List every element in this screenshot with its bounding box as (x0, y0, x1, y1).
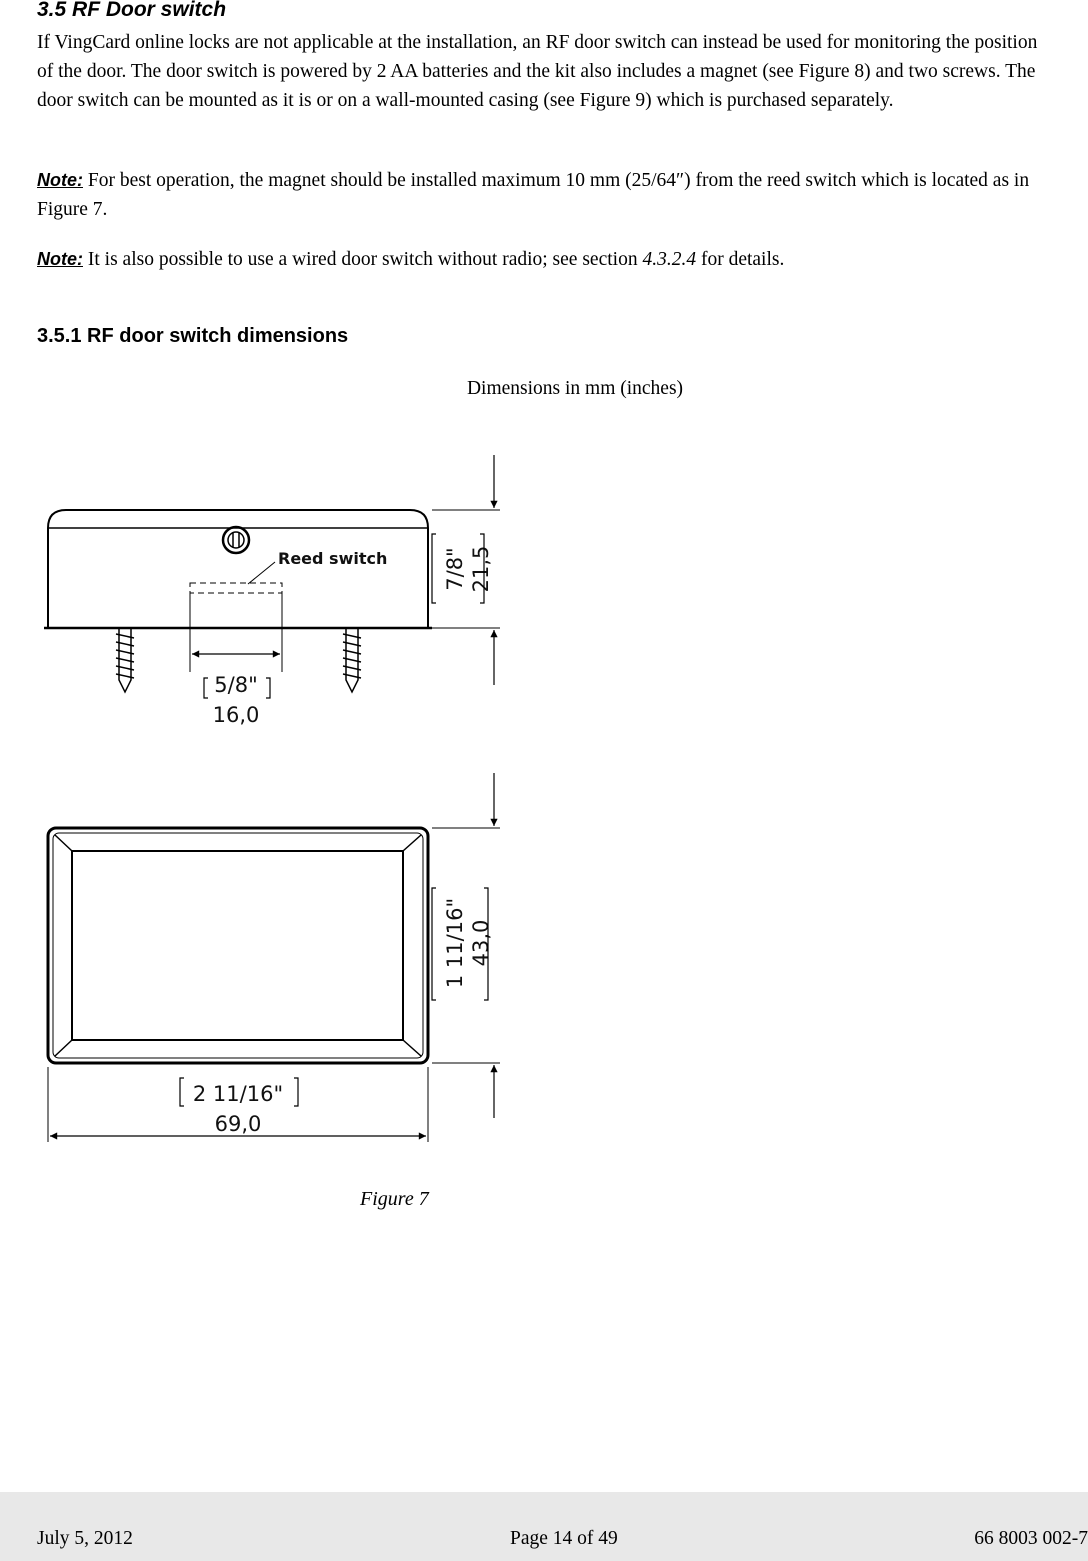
top-width-mm: 69,0 (214, 1112, 262, 1136)
section-reference: 4.3.2.4 (642, 249, 697, 270)
device-top-outline (48, 828, 428, 1063)
reed-width-mm: 16,0 (212, 703, 260, 727)
side-height-inches: 7/8" (443, 547, 467, 591)
footer-date: July 5, 2012 (37, 1528, 133, 1549)
note-text: It is also possible to use a wired door switch without radio; see section (87, 249, 638, 270)
reed-switch-label: Reed switch (278, 549, 388, 568)
technical-drawing (0, 430, 540, 1160)
footer-document-number: 66 8003 002-7 (974, 1528, 1088, 1549)
note-text: For best operation, the magnet should be installed maximum 10 mm (25/64″) from the reed switch which is located as in Figure 7. (37, 170, 1030, 220)
note-paragraph-2 (37, 245, 1047, 274)
page-footer (0, 1492, 1088, 1561)
figure-caption: Figure 7 (360, 1188, 429, 1210)
dimensions-caption: Dimensions in mm (inches) (466, 378, 684, 399)
screw-icon (343, 628, 361, 692)
note-label: Note: (37, 249, 83, 269)
note-paragraph-1 (37, 166, 1047, 224)
subsection-title: 3.5.1 RF door switch dimensions (37, 325, 349, 347)
side-height-mm: 21,5 (469, 545, 493, 593)
top-width-inches: 2 11/16" (192, 1082, 284, 1106)
note-label: Note: (37, 170, 83, 190)
top-height-mm: 43,0 (469, 919, 493, 967)
reed-width-inches: 5/8" (214, 673, 258, 697)
section-title: 3.5 RF Door switch (37, 0, 227, 21)
note-text: for details. (700, 249, 785, 270)
top-height-inches: 1 11/16" (443, 897, 467, 989)
screw-icon (116, 628, 134, 692)
intro-paragraph: If VingCard online locks are not applicable at the installation, an RF door switch can instead be used for monitoring the position of the door. The door switch is powered by 2 AA batteries and the kit also includes a magnet (see Figure 8) and two screws. The door switch can be mounted as it is or on a wall-mounted casing (see Figure 9) which is purchased separately. (37, 32, 1038, 111)
footer-page-number: Page 14 of 49 (510, 1528, 618, 1549)
